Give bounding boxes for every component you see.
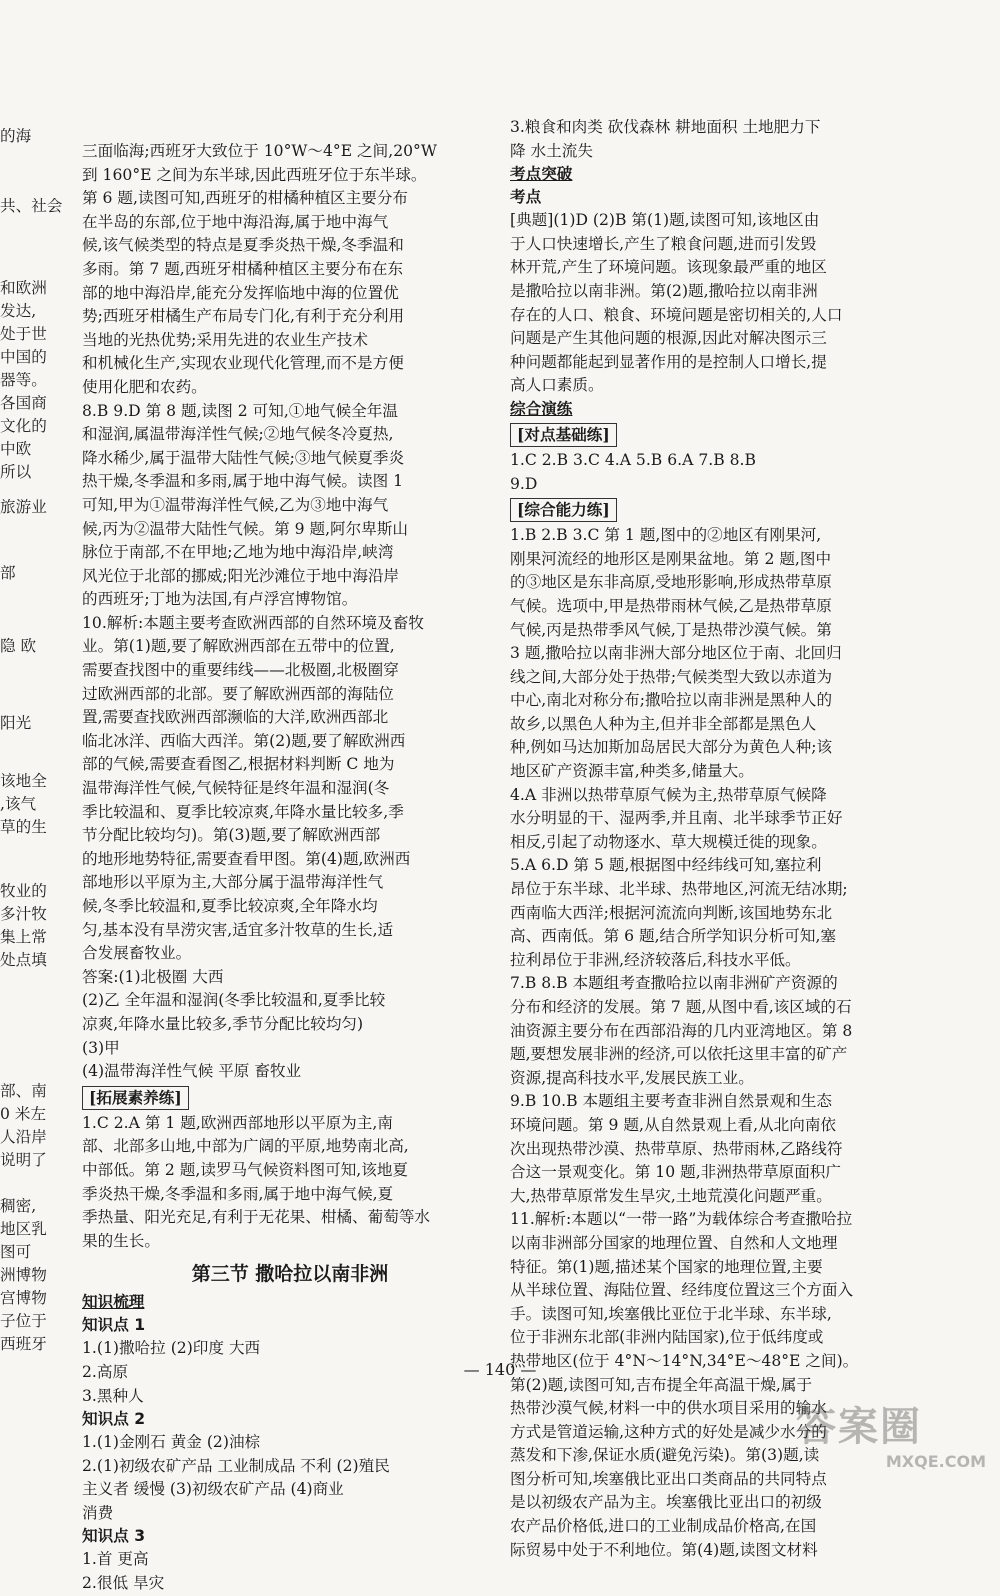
text-line: 2.(1)初级农矿产品 工业制成品 不利 (2)殖民 [82,1456,390,1475]
text-line: 故乡,以黑色人种为主,但并非全部都是黑色人 [510,714,817,733]
text-line: 和机械化生产,实现农业现代化管理,而不是方便 [82,354,404,373]
text-line: 候,该气候类型的特点是夏季炎热干燥,冬季温和 [82,236,404,255]
text-line: (4)温带海洋性气候 平原 畜牧业 [82,1062,302,1081]
text-line: 和湿润,属温带海洋性气候;②地气候冬冷夏热, [82,425,394,444]
text-line: 气候。选项中,甲是热带雨林气候,乙是热带草原 [510,596,832,615]
text-line: 风光位于北部的挪威;阳光沙滩位于地中海沿岸 [82,566,400,585]
text-line: 昂位于东半球、北半球、热带地区,河流无结冰期; [510,880,848,899]
text-line: 需要查找图中的重要纬线——北极圈,北极圈穿 [82,661,399,680]
margin-fragment: 共、社会 [0,197,63,215]
margin-fragment: 说明了 [0,1151,47,1169]
text-line: 当地的光热优势;采用先进的农业生产技术 [82,330,368,349]
text-line: 7.B 8.B 本题组考查撒哈拉以南非洲矿产资源的 [510,974,838,993]
text-line: 问题是产生其他问题的根源,因此对解决图示三 [510,329,827,348]
watermark-logo: 答案圈 [796,1404,922,1450]
margin-fragment: 该地全 [0,772,47,790]
text-line: (2)乙 全年温和湿润(冬季比较温和,夏季比较 [82,991,386,1010]
text-line: 临北冰洋、西临大西洋。第(2)题,要了解欧洲西 [82,731,406,750]
text-line: 果的生长。 [82,1231,160,1250]
knowledge-point-label: 知识点 1 [82,1316,146,1335]
text-line: 合这一景观变化。第 10 题,非洲热带草原面积广 [510,1163,841,1182]
section-title: 第三节 撒哈拉以南非洲 [191,1263,389,1286]
text-line: 热带沙漠气候,材料一中的供水项目采用的输水 [510,1399,827,1418]
margin-fragment: ,该气 [0,795,37,813]
text-line: 种问题都能起到显著作用的是控制人口增长,提 [510,352,827,371]
text-line: 分布和经济的发展。第 7 题,从图中看,该区域的石 [510,998,852,1016]
text-line: 于人口快速增长,产生了粮食问题,进而引发毁 [510,234,817,253]
exercise-heading-label: [对点基础练] [510,423,617,447]
text-paragraph [510,784,910,855]
margin-fragment: 和欧洲 [0,279,47,297]
text-line: 部的气候,需要查看图乙,根据材料判断 C 地为 [82,755,395,774]
text-line: 是以初级农产品为主。埃塞俄比亚出口的初级 [510,1493,822,1512]
text-line: 部的地中海沿岸,能充分发挥临地中海的位置优 [82,283,399,302]
text-paragraph [510,449,910,496]
text-line: 11.解析:本题以“一带一路”为载体综合考查撒哈拉 [510,1210,853,1229]
text-line: 使用化肥和农药。 [82,377,207,396]
text-line: 的西班牙;丁地为法国,有卢浮宫博物馆。 [82,590,358,609]
text-line: 1.C 2.A 第 1 题,欧洲西部地形以平原为主,南 [82,1113,393,1132]
text-line: 题,要想发展非洲的经济,可以依托这里丰富的矿产 [510,1045,848,1064]
text-line: 部地形以平原为主,大部分属于温带海洋性气 [82,873,384,892]
text-line: 第 6 题,读图可知,西班牙的柑橘种植区主要分布 [82,189,409,208]
exercise-heading [510,421,910,449]
text-line: [典题](1)D (2)B 第(1)题,读图可知,该地区由 [510,211,820,230]
text-line: 环境问题。第 9 题,从自然景观上看,从北向南依 [510,1115,837,1134]
page-number: — 140 — [463,1360,537,1379]
margin-fragment: 文化的 [0,417,47,435]
text-paragraph [510,1208,910,1562]
text-line: 1.C 2.B 3.C 4.A 5.B 6.A 7.B 8.B [510,450,756,469]
text-line: 3.黑种人 [82,1386,144,1405]
text-line: 匀,基本没有旱涝灾害,适宜多汁牧草的生长,适 [82,920,394,939]
margin-fragment: 旅游业 [0,498,47,516]
text-line: 季热量、阳光充足,有利于无花果、柑橘、葡萄等水 [82,1208,431,1227]
margin-fragment: 西班牙 [0,1335,47,1353]
text-line: 以南非洲部分国家的地理位置、自然和人文地理 [510,1233,838,1252]
text-line: 第(2)题,读图可知,吉布提全年高温干燥,属于 [510,1375,813,1394]
text-line: 降 水土流失 [510,141,593,160]
text-line: 多雨。第 7 题,西班牙柑橘种植区主要分布在东 [82,259,404,278]
margin-fragment: 部、南 [0,1082,47,1100]
text-line: 特征。第(1)题,描述某个国家的地理位置,主要 [510,1257,823,1276]
text-line: 脉位于南部,不在甲地;乙地为地中海沿岸,峡湾 [82,543,394,562]
text-line: 1.首 更高 [82,1550,149,1569]
text-paragraph [510,1090,910,1208]
text-line: 手。读图可知,埃塞俄比亚位于北半球、东半球, [510,1304,832,1323]
text-line: 在半岛的东部,位于地中海沿海,属于地中海气 [82,212,389,231]
text-line: 可知,甲为①温带海洋性气候,乙为③地中海气 [82,495,389,514]
exercise-heading-label: [拓展素养练] [82,1086,189,1110]
margin-fragment: 隐 欧 [0,637,37,655]
text-line: 3 题,撒哈拉以南非洲大部分地区位于南、北回归 [510,644,842,663]
text-line: 8.B 9.D 第 8 题,读图 2 可知,①地气候全年温 [82,401,398,420]
margin-fragment: 发达, [0,302,37,320]
text-line: 从半球位置、海陆位置、经纬度位置这三个方面入 [510,1281,854,1300]
exercise-heading-label: [综合能力练] [510,498,617,522]
text-paragraph [510,524,910,784]
text-line: 存在的人口、粮食、环境问题是密切相关的,人口 [510,305,843,324]
text-line: 高、西南低。第 6 题,结合所学知识分析可知,塞 [510,927,837,946]
text-line: 中部低。第 2 题,读罗马气候资料图可知,该地夏 [82,1160,409,1179]
text-line: 线之间,大部分处于热带;气候类型大致以赤道为 [510,667,833,686]
text-line: 地区矿产资源丰富,种类多,储量大。 [510,762,754,781]
text-paragraph [510,854,910,972]
text-line: 水分明显的干、湿两季,并且南、北半球季节正好 [510,809,843,828]
text-line: 蒸发和下渗,保证水质(避免污染)。第(3)题,读 [510,1446,820,1465]
subsection-label: 综合演练 [510,399,573,418]
text-line: 4.A 非洲以热带草原气候为主,热带草原气候降 [510,785,827,804]
knowledge-point-label: 考点 [510,188,542,207]
margin-fragment: 中国的 [0,348,47,366]
margin-fragment: 稠密, [0,1197,37,1215]
text-line: 季比较温和、夏季比较凉爽,年降水量比较多,季 [82,802,404,821]
text-paragraph [82,400,498,612]
knowledge-point-label: 知识点 2 [82,1410,146,1429]
margin-fragment: 的海 [0,127,32,145]
margin-fragment: 图可 [0,1243,32,1261]
text-line: 气候,丙是热带季风气候,丁是热带沙漠气候。第 [510,620,832,639]
text-paragraph [510,972,910,1090]
text-line: 高人口素质。 [510,376,604,395]
margin-fragment: 人沿岸 [0,1128,47,1146]
text-line: 部、北部多山地,中部为广阔的平原,地势南北高, [82,1137,409,1156]
text-line: 节分配比较均匀)。第(3)题,要了解欧洲西部 [82,826,381,845]
margin-fragment: 草的生 [0,818,47,836]
right-column [510,116,910,1562]
margin-fragment: 子位于 [0,1312,47,1330]
margin-fragment: 器等。 [0,371,47,389]
text-line: 5.A 6.D 第 5 题,根据图中经纬线可知,塞拉利 [510,856,822,875]
text-line: 方式是管道运输,这种方式的好处是减少水分的 [510,1422,827,1441]
text-line: 季炎热干燥,冬季温和多雨,属于地中海气候,夏 [82,1184,394,1203]
text-paragraph [82,612,498,1084]
text-line: 凉爽,年降水量比较多,季节分配比较均匀) [82,1014,364,1033]
text-line: 林开荒,产生了环境问题。该现象最严重的地区 [510,258,827,277]
watermark [796,1395,986,1471]
text-line: 际贸易中处于不利地位。第(4)题,读图文材料 [510,1540,818,1559]
margin-fragment: 多汁牧 [0,905,47,923]
text-line: 热带地区(位于 4°N～14°N,34°E～48°E 之间)。 [510,1351,859,1370]
text-line: 温带海洋性气候,气候特征是终年温和湿润(冬 [82,779,390,798]
text-paragraph [510,116,910,163]
text-line: 的地形地势特征,需要查看甲图。第(4)题,欧洲西 [82,849,411,868]
text-line: 油资源主要分布在西部沿海的几内亚湾地区。第 8 [510,1021,853,1040]
margin-fragment: 各国商 [0,394,47,412]
margin-fragment: 宫博物 [0,1289,47,1307]
margin-fragment: 部 [0,564,16,582]
text-paragraph [510,209,910,398]
text-line: 热干燥,冬季温和多雨,属于地中海气候。读图 1 [82,472,404,491]
text-line: 1.B 2.B 3.C 第 1 题,图中的②地区有刚果河, [510,526,822,545]
margin-fragment: 阳光 [0,714,32,732]
margin-fragment: 集上常 [0,928,47,946]
text-line: (3)甲 [82,1038,120,1057]
text-line: 候,丙为②温带大陆性气候。第 9 题,阿尔卑斯山 [82,519,409,538]
subsection-label: 考点突破 [510,165,573,184]
text-line: 9.D [510,474,538,493]
text-line: 2.高原 [82,1362,129,1381]
text-line: 降水稀少,属于温带大陆性气候;③地气候夏季炎 [82,448,405,467]
text-line: 9.B 10.B 本题组主要考查非洲自然景观和生态 [510,1092,833,1111]
text-line: 图分析可知,埃塞俄比亚出口类商品的共同特点 [510,1469,827,1488]
text-line: 过欧洲西部的北部。要了解欧洲西部的海陆位 [82,684,394,703]
text-line: 次出现热带沙漠、热带草原、热带雨林,乙路线符 [510,1139,843,1158]
text-line: 1.(1)金刚石 黄金 (2)油棕 [82,1433,261,1452]
text-line: 置,需要查找欧洲西部濒临的大洋,欧洲西部北 [82,708,389,727]
knowledge-point-label: 知识点 3 [82,1527,146,1546]
text-line: 农产品价格低,进口的工业制成品价格高,在国 [510,1517,817,1536]
margin-fragment: 牧业的 [0,882,47,900]
text-line: 3.粮食和肉类 砍伐森林 耕地面积 土地肥力下 [510,118,821,136]
text-line: 位于非洲东北部(非洲内陆国家),位于低纬度或 [510,1328,824,1347]
text-line: 答案:(1)北极圈 大西 [82,967,224,986]
text-paragraph [82,1548,498,1595]
text-line: 到 160°E 之间为东半球,因此西班牙位于东半球。 [82,165,427,184]
subsection-label: 知识梳理 [82,1293,145,1312]
text-line: 相反,引起了动物逐水、草大规模迁徙的现象。 [510,832,827,851]
text-paragraph [82,1431,498,1525]
text-line: 势;西班牙柑橘生产布局专门化,有利于充分利用 [82,307,405,326]
text-line: 2.很低 旱灾 [82,1574,165,1593]
text-line: 资源,提高科技水平,发展民族工业。 [510,1068,754,1087]
text-line: 三面临海;西班牙大致位于 10°W～4°E 之间,20°W [82,142,437,160]
margin-fragment: 中欧 [0,440,32,458]
exercise-heading [510,496,910,524]
text-line: 西南临大西洋;根据河流流向判断,该国地势东北 [510,903,833,922]
text-line: 大,热带草原常发生旱灾,土地荒漠化问题严重。 [510,1186,832,1205]
margin-fragment: 处于世 [0,325,47,343]
margin-fragment: 洲博物 [0,1266,47,1284]
text-line: 合发展畜牧业。 [82,944,192,963]
text-line: 候,冬季比较温和,夏季比较凉爽,全年降水均 [82,897,378,915]
margin-fragment: 处点填 [0,951,47,969]
text-line: 10.解析:本题主要考查欧洲西部的自然环境及畜牧 [82,613,424,632]
text-line: 是撒哈拉以南非洲。第(2)题,撒哈拉以南非洲 [510,281,818,300]
text-line: 1.(1)撒哈拉 (2)印度 大西 [82,1339,261,1358]
text-line: 业。第(1)题,要了解欧洲西部在五带中的位置, [82,637,395,656]
margin-fragment: 地区乳 [0,1220,47,1238]
text-line: 种,例如马达加斯加岛居民大部分为黄色人种;该 [510,738,833,757]
text-line: 刚果河流经的地形区是刚果盆地。第 2 题,图中 [510,549,832,568]
text-line: 消费 [82,1503,114,1522]
text-line: 主义者 缓慢 (3)初级农矿产品 (4)商业 [82,1480,344,1499]
text-line: 拉利昂位于非洲,经济较落后,科技水平低。 [510,950,801,969]
text-line: 的③地区是东非高原,受地形影响,形成热带草原 [510,573,832,592]
text-line: 中心,南北对称分布;撒哈拉以南非洲是黑种人的 [510,691,833,710]
text-paragraph [82,140,498,400]
exercise-heading [82,1084,498,1112]
watermark-url: MXQE.COM [885,1452,986,1471]
margin-fragment: 0 米左 [0,1105,47,1123]
margin-fragment: 所以 [0,463,32,481]
text-paragraph [82,1112,498,1254]
